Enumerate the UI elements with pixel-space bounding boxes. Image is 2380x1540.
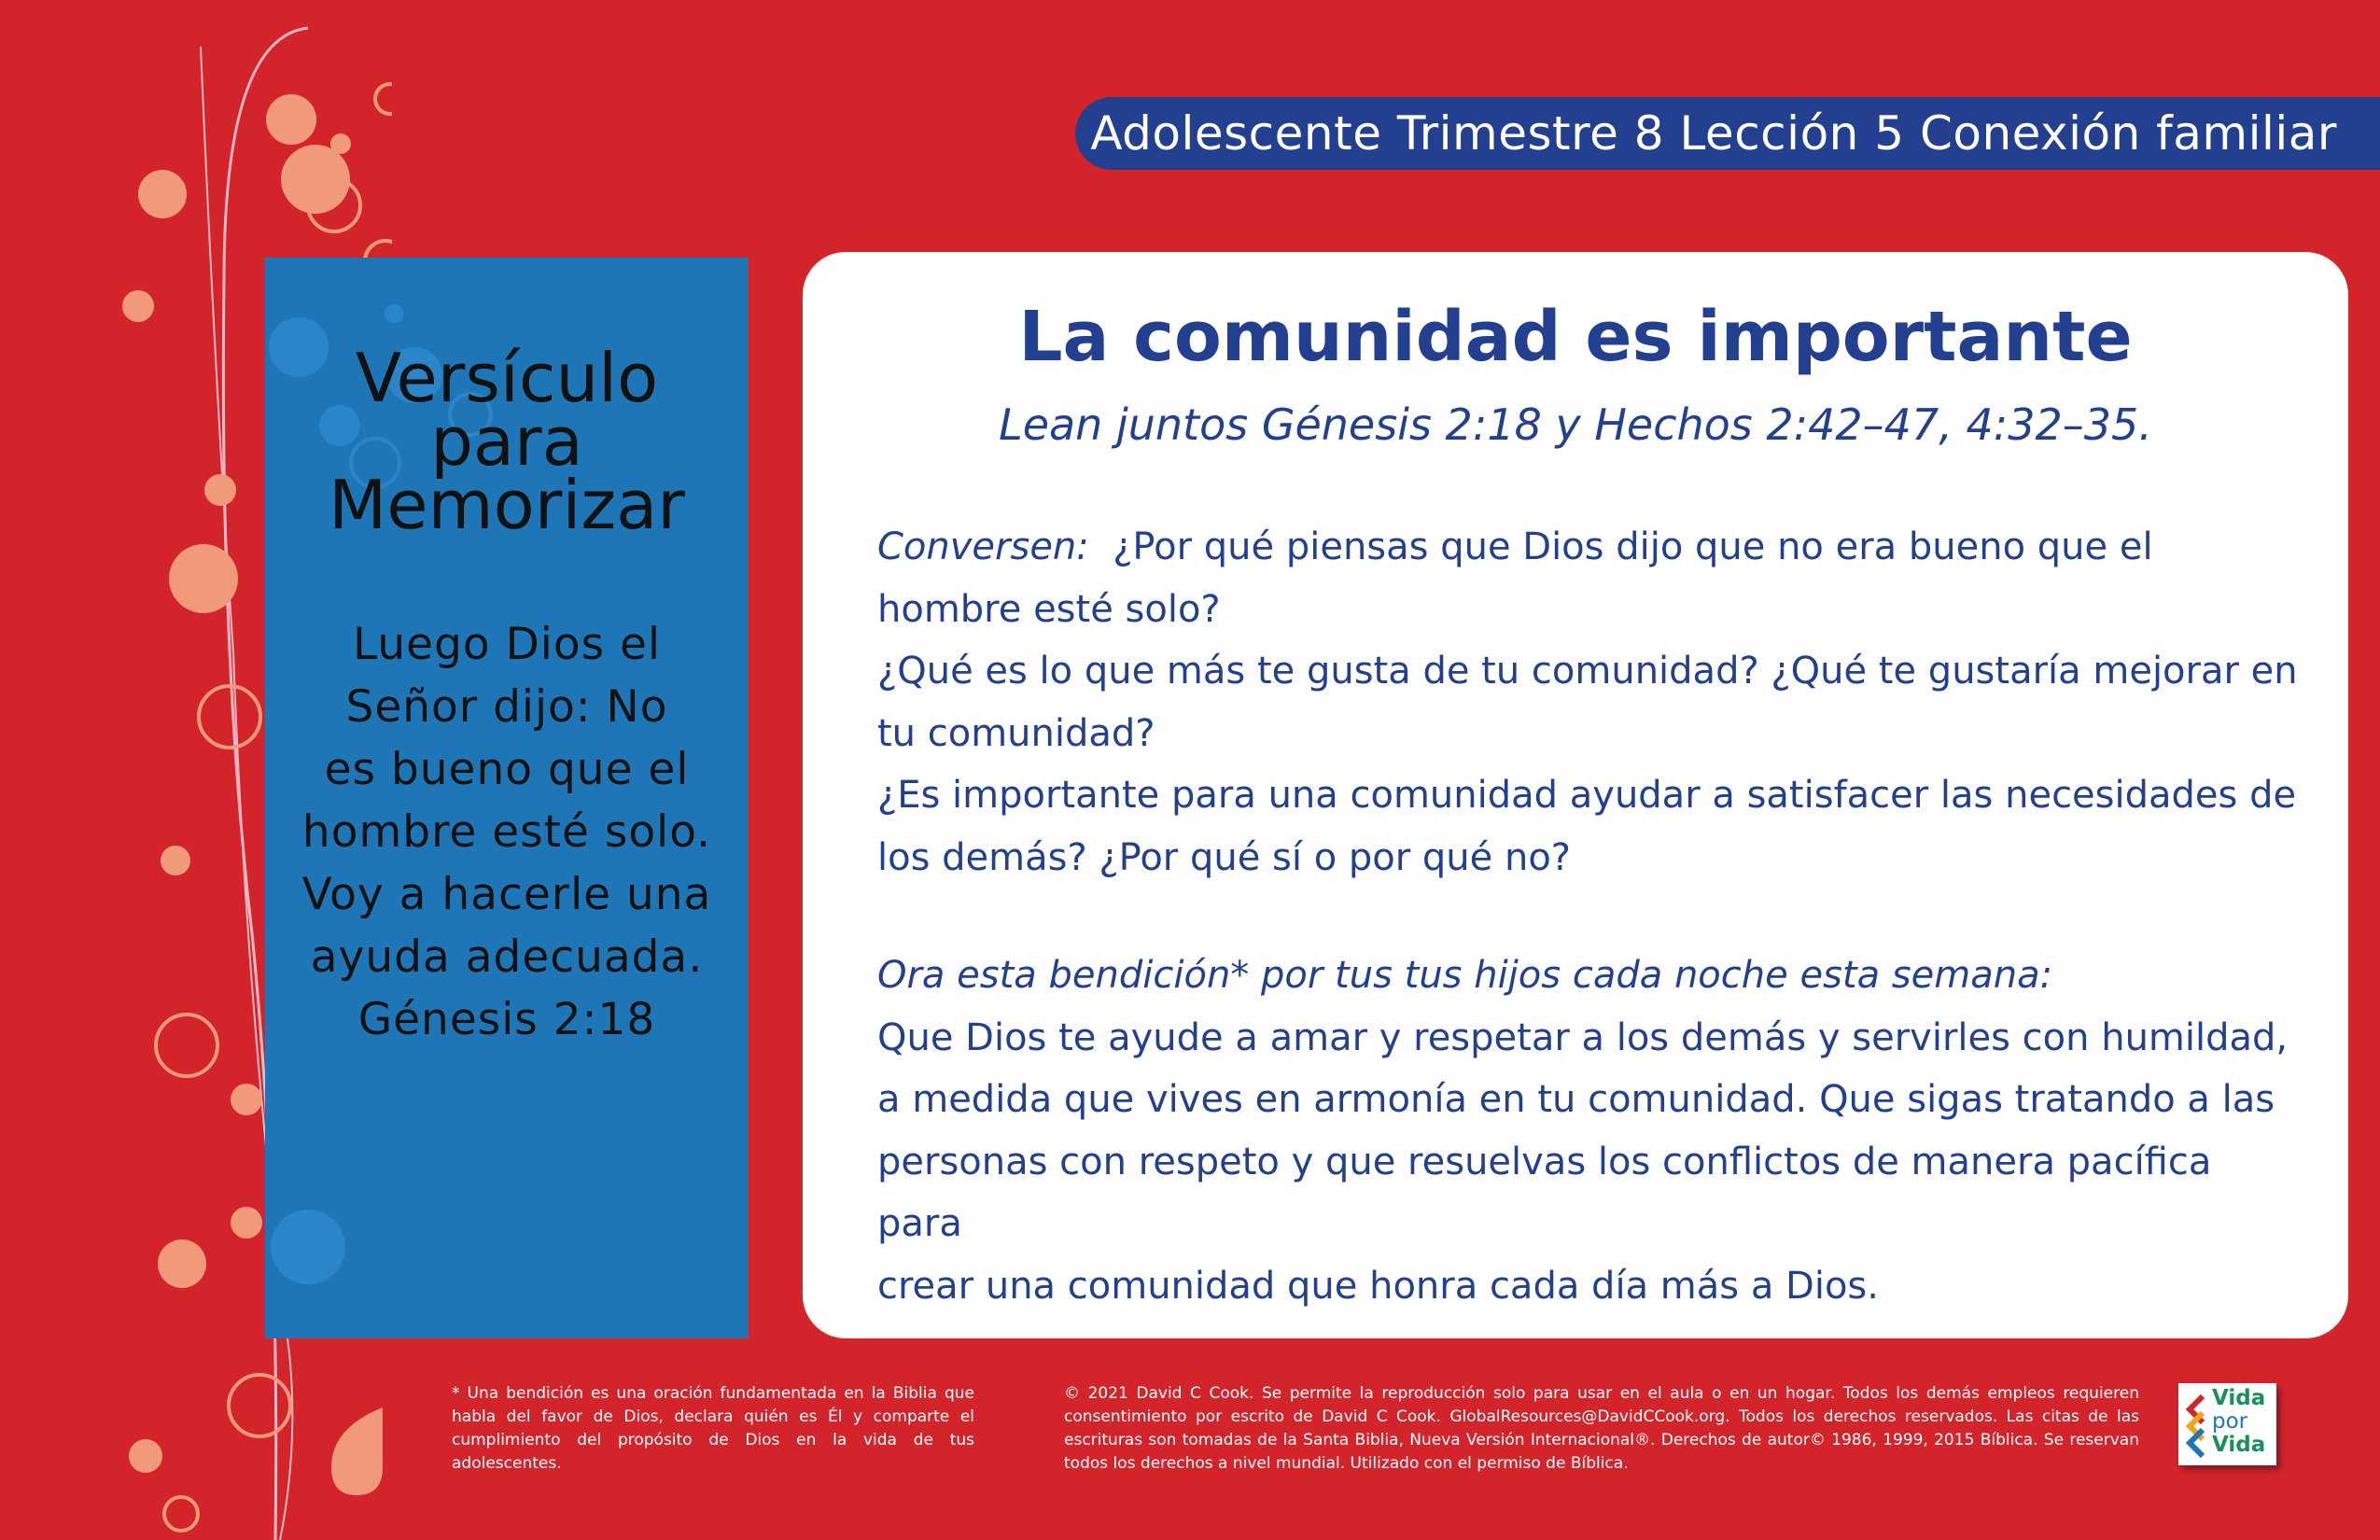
lesson-header-bar: [1075, 97, 2380, 170]
prayer-line: Que Dios te ayude a amar y respetar a los demás y servirles con humildad,: [877, 1015, 2289, 1059]
logo-word: Vida: [2212, 1433, 2266, 1457]
prayer-line: crear una comunidad que honra cada día más a Dios.: [877, 1264, 1879, 1308]
memory-heading-line: Versículo: [355, 339, 659, 417]
lesson-card: [803, 252, 2348, 1338]
memory-verse-text: [265, 613, 749, 1051]
verse-line: Señor dijo: No: [345, 681, 668, 733]
prayer-intro: Ora esta bendición* por tus tus hijos cada noche esta semana:: [877, 954, 2053, 997]
memory-heading-line: para: [430, 402, 583, 481]
verse-reference: Génesis 2:18: [357, 994, 656, 1045]
memory-heading-line: Memorizar: [329, 466, 685, 544]
verse-line: hombre esté solo.: [301, 806, 712, 858]
logo-word: por: [2212, 1409, 2248, 1434]
discuss-label: Conversen:: [877, 525, 1089, 568]
prayer-line: personas con respeto y que resuelvas los conflictos de manera pacífica para: [877, 1140, 2212, 1245]
logo-words: [2212, 1387, 2265, 1457]
memory-verse-panel: [265, 258, 749, 1338]
lesson-header-title: Adolescente Trimestre 8 Lección 5 Conexión familiar: [1090, 106, 2337, 161]
discuss-question: ¿Qué es lo que más te gusta de tu comunidad? ¿Qué te gustaría mejorar en tu comunidad?: [877, 650, 2298, 755]
verse-line: Voy a hacerle una: [301, 869, 712, 920]
copyright-notice: © 2021 David C Cook. Se permite la reproducción solo para usar en el aula o en un hogar. Todos los demás empleos requieren consentimiento por escrito de David C Cook. GlobalResources@DavidCCook.org. Todos los derechos reservados. Las citas de las escrituras son tomadas de la Santa Biblia, Nueva Versión Internacional®. Derechos de autor© 1986, 1999, 2015 Bíblica. Se reservan todos los derechos a nivel mundial. Utilizado con el permiso de Bíblica.: [1064, 1384, 2139, 1473]
discuss-question: ¿Es importante para una comunidad ayudar a satisfacer las necesidades de los demás? ¿Por qué sí o por qué no?: [877, 774, 2297, 879]
blessing-footnote: * Una bendición es una oración fundamentada en la Biblia que habla del favor de Dios, declara quién es Él y comparte el cumplimiento del propósito de Dios en la vida de tus adolescentes.: [452, 1384, 974, 1473]
prayer-line: a medida que vives en armonía en tu comunidad. Que sigas tratando a las: [877, 1078, 2275, 1121]
lesson-body: [877, 516, 2305, 1317]
logo-mark-icon: [2184, 1393, 2208, 1458]
discuss-question: [877, 516, 2305, 640]
lesson-subtitle: Lean juntos Génesis 2:18 y Hechos 2:42–47, 4:32–35.: [999, 399, 2152, 450]
memory-verse-heading: [265, 339, 749, 544]
vida-por-vida-logo: [2178, 1383, 2276, 1465]
verse-line: es bueno que el: [324, 744, 690, 795]
logo-word: Vida: [2212, 1386, 2266, 1410]
verse-line: ayuda adecuada.: [310, 931, 704, 983]
verse-line: Luego Dios el: [353, 619, 661, 670]
lesson-title: La comunidad es importante: [1018, 297, 2133, 377]
discuss-question-text: ¿Por qué piensas que Dios dijo que no era bueno que el hombre esté solo?: [877, 525, 2153, 631]
